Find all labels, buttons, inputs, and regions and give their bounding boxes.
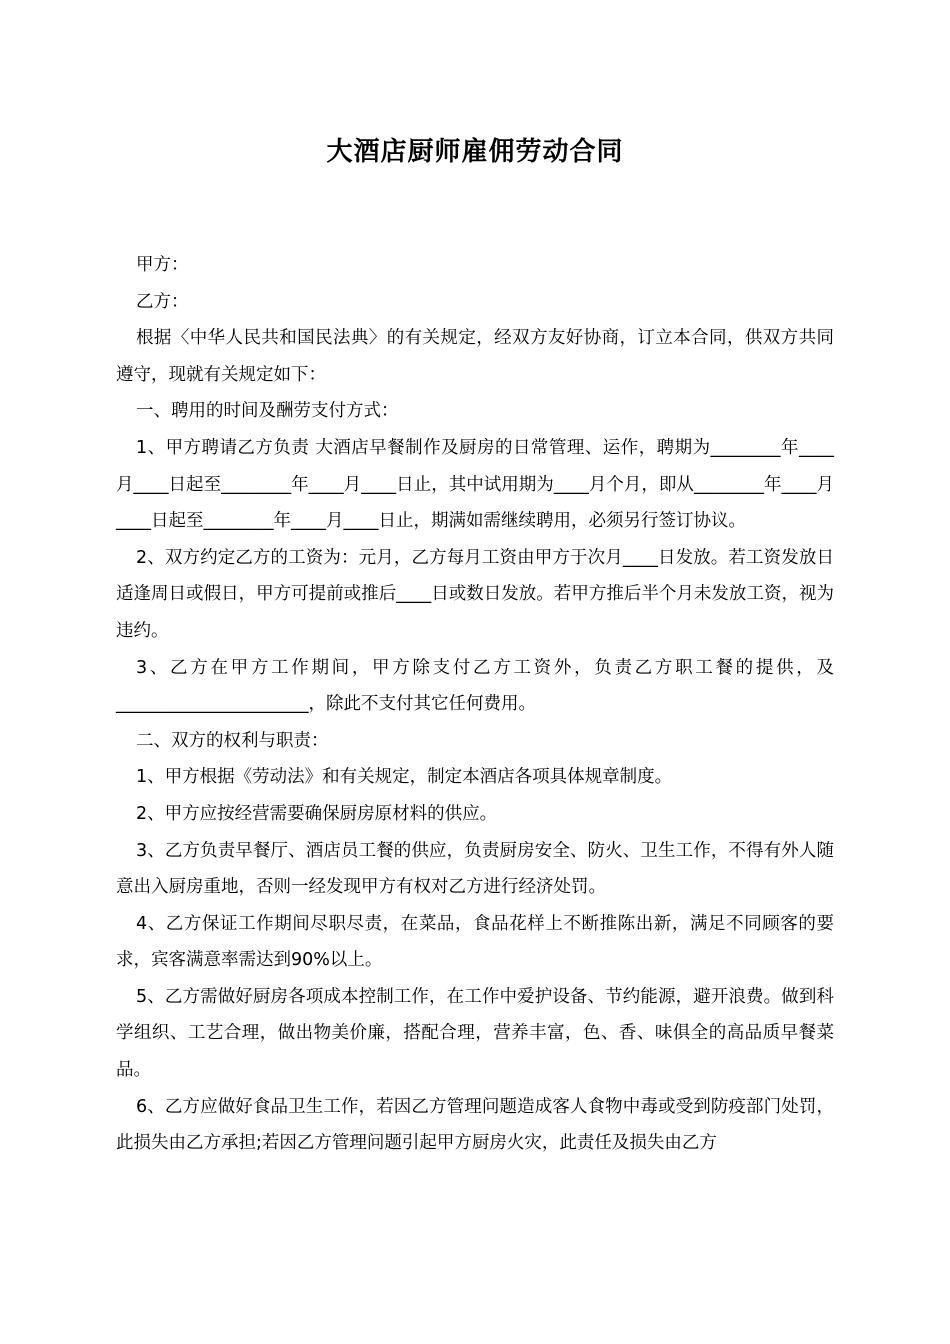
document-title: 大酒店厨师雇佣劳动合同 (326, 137, 624, 167)
clause-1-3: 3、乙方在甲方工作期间，甲方除支付乙方工资外，负责乙方职工餐的提供，及______________________，除此不支付其它任何费用。 (116, 657, 834, 715)
clause-2-5: 5、乙方需做好厨房各项成本控制工作，在工作中爱护设备、节约能源，避开浪费。做到科学组织、工艺合理，做出物美价廉，搭配合理，营养丰富，色、香、味俱全的高品质早餐菜品。 (116, 986, 834, 1081)
clause-2-2: 2、甲方应按经营需要确保厨房原材料的供应。 (136, 803, 498, 824)
document-body (116, 247, 834, 1162)
clause-1-1: 1、甲方聘请乙方负责 大酒店早餐制作及厨房的日常管理、运作，聘期为________年____月____日起至________年____月____日止，其中试用期为____月个月，即从________年____月____日起至________年____月____日止，期满如需继续聘用，必须另行签订协议。 (116, 437, 834, 532)
party-a-line: 甲方： (136, 255, 189, 275)
clause-2-4: 4、乙方保证工作期间尽职尽责，在菜品，食品花样上不断推陈出新，满足不同顾客的要求，宾客满意率需达到90%以上。 (116, 913, 834, 971)
section-heading-1: 一、聘用的时间及酬劳支付方式： (136, 401, 399, 422)
preamble-paragraph: 根据〈中华人民共和国民法典〉的有关规定，经双方友好协商，订立本合同，供双方共同遵守，现就有关规定如下： (116, 328, 834, 385)
clause-1-2: 2、双方约定乙方的工资为：元月，乙方每月工资由甲方于次月____日发放。若工资发放日适逢周日或假日，甲方可提前或推后____日或数日发放。若甲方推后半个月未发放工资，视为违约。 (116, 547, 834, 641)
clause-2-3: 3、乙方负责早餐厅、酒店员工餐的供应，负责厨房安全、防火、卫生工作，不得有外人随意出入厨房重地，否则一经发现甲方有权对乙方进行经济处罚。 (116, 840, 834, 898)
clause-2-1: 1、甲方根据《劳动法》和有关规定，制定本酒店各项具体规章制度。 (136, 767, 673, 788)
party-b-line: 乙方： (136, 291, 189, 312)
clause-2-6: 6、乙方应做好食品卫生工作，若因乙方管理问题造成客人食物中毒或受到防疫部门处罚，此损失由乙方承担;若因乙方管理问题引起甲方厨房火灾，此责任及损失由乙方 (116, 1096, 834, 1154)
section-heading-2: 二、双方的权利与职责： (136, 730, 329, 751)
